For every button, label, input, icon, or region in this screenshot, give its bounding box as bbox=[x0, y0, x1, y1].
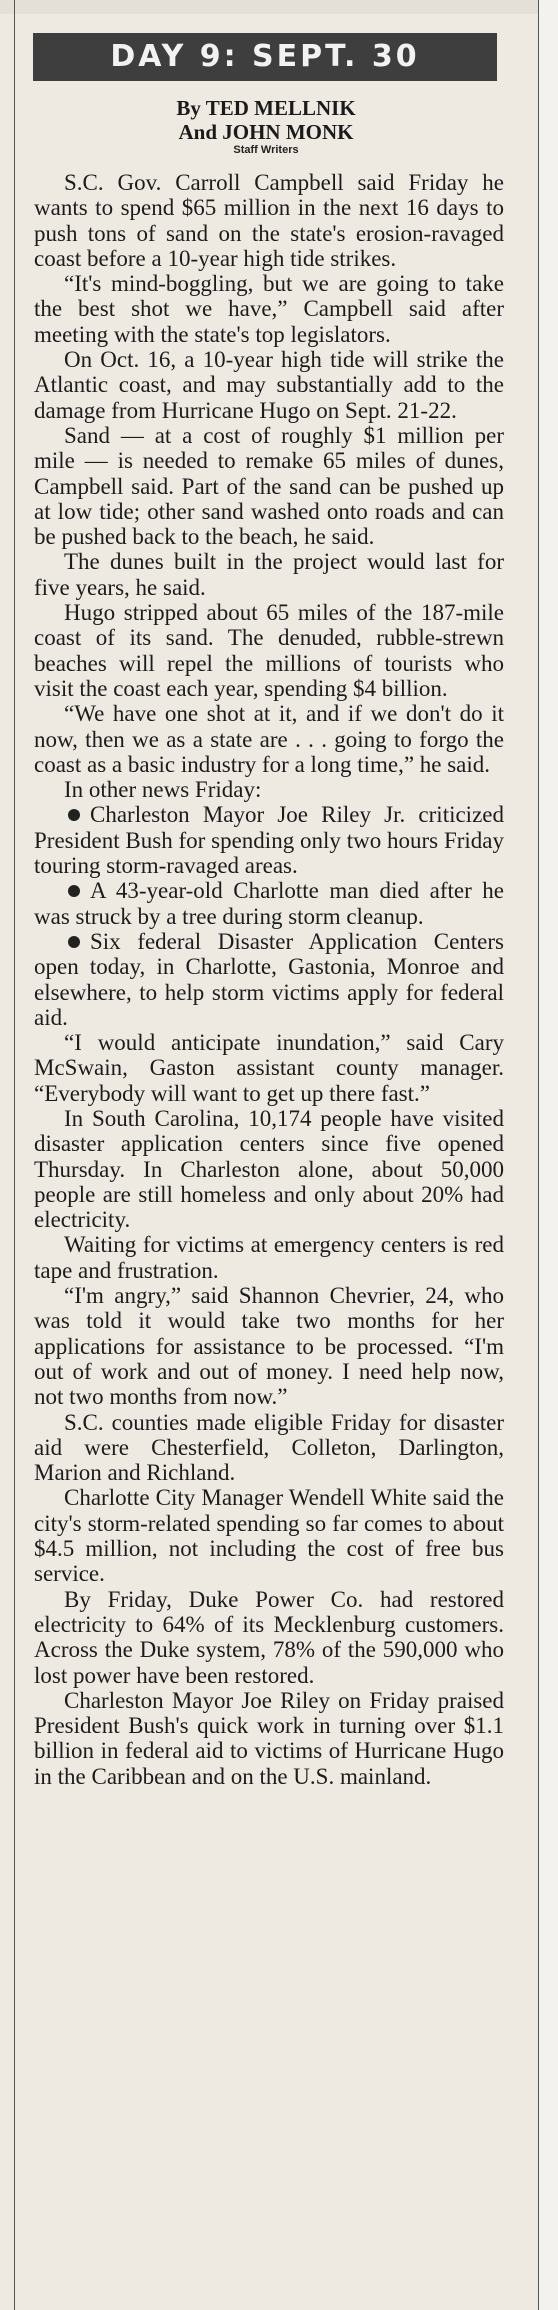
right-margin bbox=[539, 0, 558, 2310]
day-banner: DAY 9: SEPT. 30 bbox=[33, 33, 497, 81]
bullet-icon bbox=[68, 936, 80, 948]
article-paragraph: In other news Friday: bbox=[64, 777, 262, 803]
article-paragraph: Sand — at a cost of roughly $1 million per mile — is needed to remake 65 miles of dunes, Campbell said. Part of the sand can be pushed up at low tide; other sand washed onto roads and can be pushed back to the beach, he said. bbox=[34, 422, 504, 550]
byline bbox=[40, 96, 492, 144]
byline-role: Staff Writers bbox=[233, 144, 299, 156]
article-paragraph: “It's mind-boggling, but we are going to take the best shot we have,” Campbell said after meeting with the state's top legislators. bbox=[34, 271, 504, 347]
bullet-text: A 43-year-old Charlotte man died after he was struck by a tree during storm cleanup. bbox=[34, 878, 504, 929]
article-paragraph: By Friday, Duke Power Co. had restored electricity to 64% of its Mecklenburg customers. Across the Duke system, 78% of the 590,000 who lost power have been restored. bbox=[34, 1586, 504, 1688]
byline-author-2: And JOHN MONK bbox=[178, 120, 354, 144]
article-paragraph: S.C. Gov. Carroll Campbell said Friday he wants to spend $65 million in the next 16 days to push tons of sand on the state's erosion-ravaged coast before a 10-year high tide strikes. bbox=[34, 170, 504, 271]
byline-author-1: By TED MELLNIK bbox=[176, 96, 356, 120]
article-paragraph: Waiting for victims at emergency centers is red tape and frustration. bbox=[34, 1232, 504, 1283]
bullet-item bbox=[34, 929, 504, 1030]
article-paragraph: “We have one shot at it, and if we don't do it now, then we as a state are . . . going to forgo the coast as a basic industry for a long time,” he said. bbox=[34, 701, 504, 777]
left-column-rule bbox=[14, 0, 15, 2310]
bullet-item bbox=[34, 802, 504, 878]
bullet-icon bbox=[68, 809, 80, 821]
article-paragraph: Hugo stripped about 65 miles of the 187-mile coast of its sand. The denuded, rubble-strewn beaches will repel the millions of tourists who visit the coast each year, spending $4 billion. bbox=[34, 600, 504, 701]
bullet-item bbox=[34, 878, 504, 929]
bullet-text: Charleston Mayor Joe Riley Jr. criticized President Bush for spending only two hours Friday touring storm-ravaged areas. bbox=[34, 802, 504, 879]
article-paragraph: Charlotte City Manager Wendell White said the city's storm-related spending so far comes to about $4.5 million, not including the cost of free bus service. bbox=[34, 1485, 504, 1587]
clipped-header-strip bbox=[0, 0, 558, 14]
article-paragraph: “I'm angry,” said Shannon Chevrier, 24, who was told it would take two months for her applications for assistance to be processed. “I'm out of work and out of money. I need help now, not two months from now.” bbox=[34, 1283, 504, 1410]
article-paragraph: The dunes built in the project would last for five years, he said. bbox=[34, 549, 504, 600]
article-paragraph: In South Carolina, 10,174 people have visited disaster application centers since five opened Thursday. In Charleston alone, about 50,000 people are still homeless and only about 20% had electricity. bbox=[34, 1105, 504, 1233]
article-paragraph: On Oct. 16, a 10-year high tide will strike the Atlantic coast, and may substantially add to the damage from Hurricane Hugo on Sept. 21-22. bbox=[34, 347, 504, 423]
article-paragraph: Charleston Mayor Joe Riley on Friday praised President Bush's quick work in turning over $1.1 billion in federal aid to victims of Hurricane Hugo in the Caribbean and on the U.S. mainland. bbox=[34, 1687, 504, 1789]
article-paragraph: “I would anticipate inundation,” said Cary McSwain, Gaston assistant county manager. “Everybody will want to get up there fast.” bbox=[34, 1030, 504, 1106]
bullet-text: Six federal Disaster Application Centers open today, in Charlotte, Gastonia, Monroe and elsewhere, to help storm victims apply for federal aid. bbox=[34, 928, 504, 1030]
article-body bbox=[34, 170, 504, 1789]
article-paragraph: S.C. counties made eligible Friday for disaster aid were Chesterfield, Colleton, Darlington, Marion and Richland. bbox=[34, 1409, 504, 1486]
bullet-icon bbox=[68, 885, 80, 897]
